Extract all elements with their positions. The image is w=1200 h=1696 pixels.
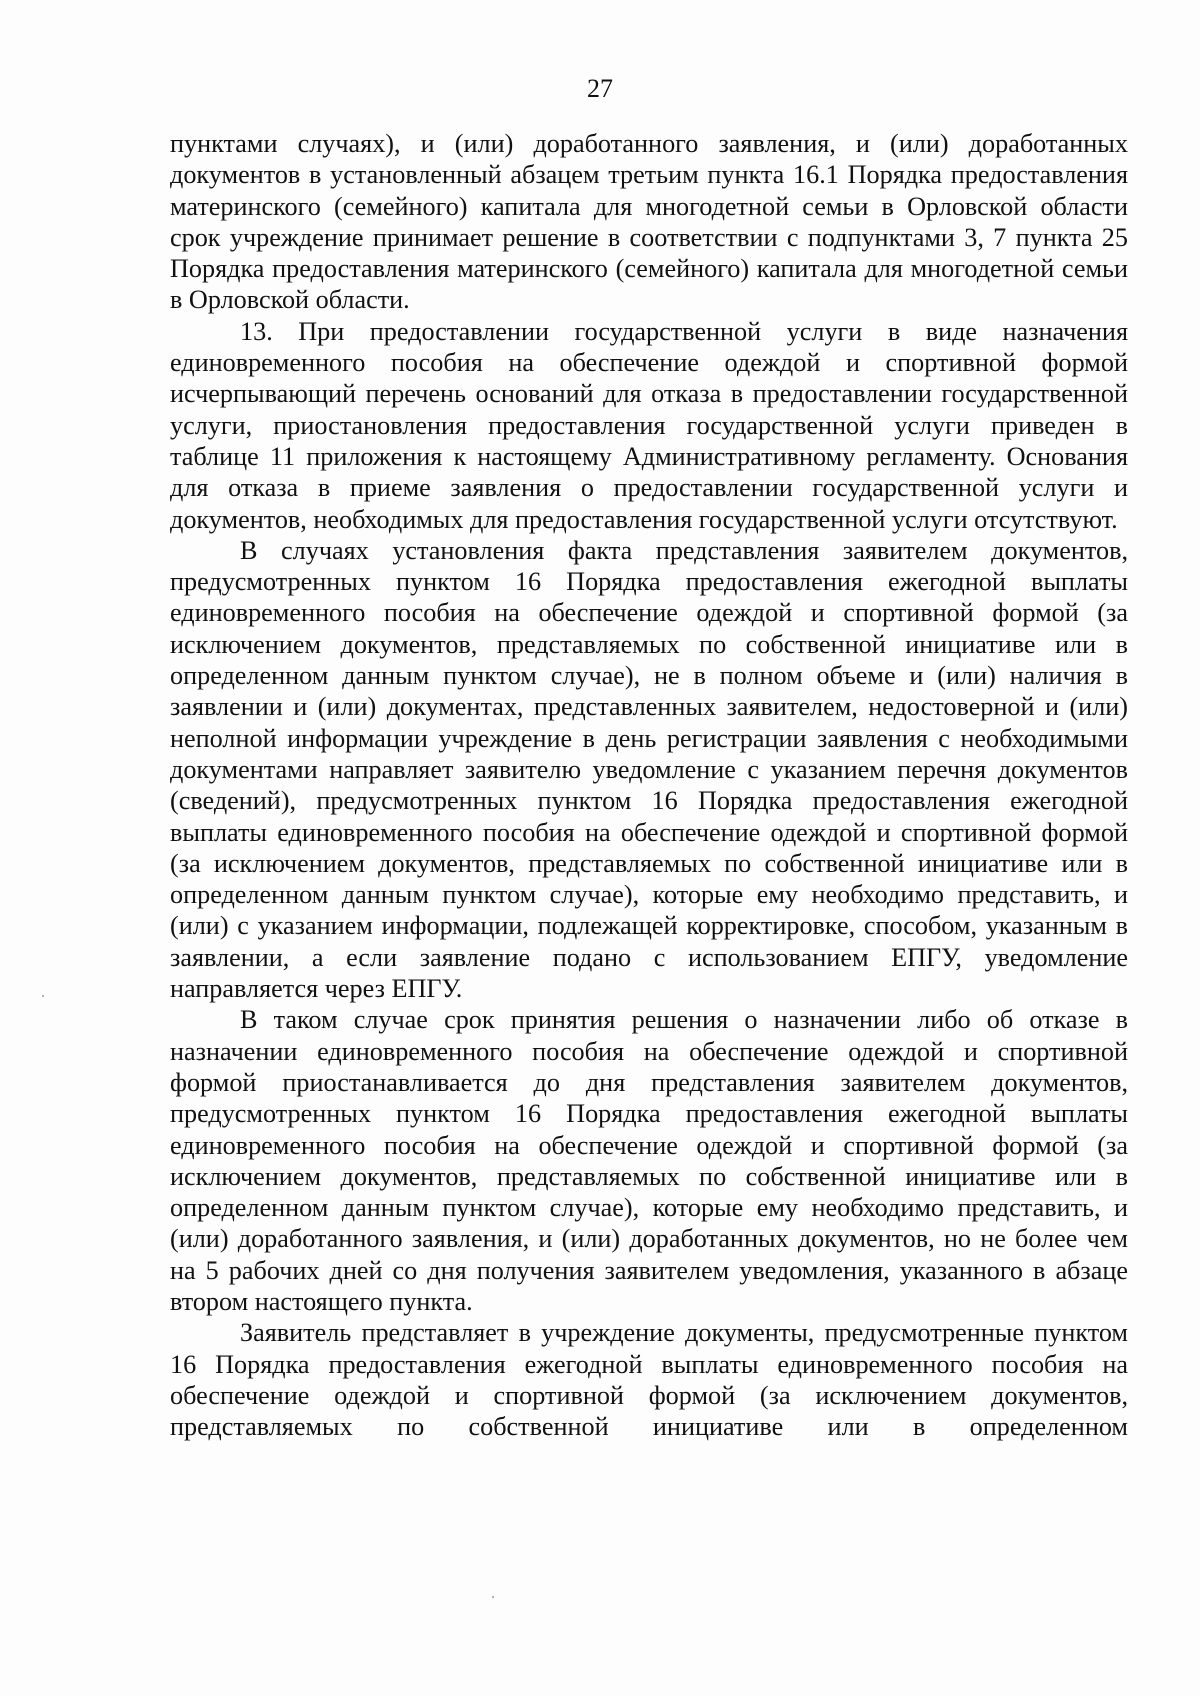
scan-speck bbox=[42, 995, 44, 997]
document-body bbox=[170, 128, 1128, 1442]
paragraph-decision-suspension: В таком случае срок принятия решения о назначении либо об отказе в назначении единовременного пособия на обеспечение одеждой и спортивной формой приостанавливается до дня представления заявителем документов, предусмотренных пунктом 16 Порядка предоставления ежегодной выплаты единовременного пособия на обеспечение одеждой и спортивной формой (за исключением документов, представляемых по собственной инициативе или в определенном данным пунктом случае), которые ему необходимо представить, и (или) доработанного заявления, и (или) доработанных документов, но не более чем на 5 рабочих дней со дня получения заявителем уведомления, указанного в абзаце втором настоящего пункта. bbox=[170, 1005, 1128, 1316]
paragraph-continuation: пунктами случаях), и (или) доработанного заявления, и (или) доработанных документов в установленный абзацем третьим пункта 16.1 Порядка предоставления материнского (семейного) капитала для многодетной семьи в Орловской области срок учреждение принимает решение в соответствии с подпунктами 3, 7 пункта 25 Порядка предоставления материнского (семейного) капитала для многодетной семьи в Орловской области. bbox=[170, 129, 1128, 315]
paragraph-item-13: 13. При предоставлении государственной услуги в виде назначения единовременного пособия на обеспечение одеждой и спортивной формой исчерпывающий перечень оснований для отказа в предоставлении государственной услуги, приостановления предоставления государственной услуги приведен в таблице 11 приложения к настоящему Административному регламенту. Основания для отказа в приеме заявления о предоставлении государственной услуги и документов, необходимых для предоставления государственной услуги отсутствуют. bbox=[170, 316, 1128, 534]
page-number: 27 bbox=[587, 74, 613, 103]
paragraph-applicant-submits: Заявитель представляет в учреждение документы, предусмотренные пунктом 16 Порядка предоставления ежегодной выплаты единовременного пособия на обеспечение одеждой и спортивной формой (за исключением документов, представляемых по собственной инициативе или в определенном bbox=[170, 1318, 1128, 1442]
scan-speck bbox=[492, 1596, 494, 1598]
paragraph-incomplete-documents: В случаях установления факта представления заявителем документов, предусмотренных пунктом 16 Порядка предоставления ежегодной выплаты единовременного пособия на обеспечение одеждой и спортивной формой (за исключением документов, представляемых по собственной инициативе или в определенном данным пунктом случае), не в полном объеме и (или) наличия в заявлении и (или) документах, представленных заявителем, недостоверной и (или) неполной информации учреждение в день регистрации заявления с необходимыми документами направляет заявителю уведомление с указанием перечня документов (сведений), предусмотренных пунктом 16 Порядка предоставления ежегодной выплаты единовременного пособия на обеспечение одеждой и спортивной формой (за исключением документов, представляемых по собственной инициативе или в определенном данным пунктом случае), которые ему необходимо представить, и (или) с указанием информации, подлежащей корректировке, способом, указанным в заявлении, а если заявление подано с использованием ЕПГУ, уведомление направляется через ЕПГУ. bbox=[170, 535, 1128, 1004]
